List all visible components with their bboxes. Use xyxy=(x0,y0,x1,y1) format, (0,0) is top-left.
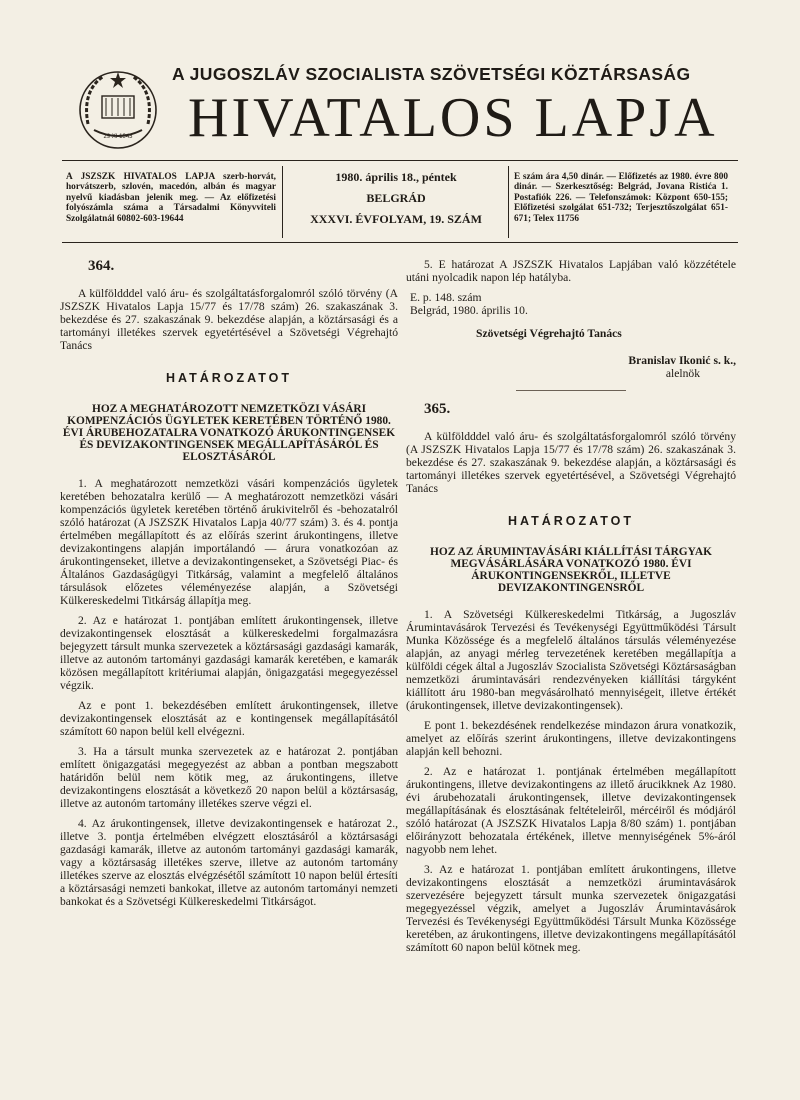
reference-number: E. p. 148. szám xyxy=(410,291,482,304)
issue-volume: XXXVI. ÉVFOLYAM, 19. SZÁM xyxy=(310,212,482,226)
info-divider-left xyxy=(282,166,283,238)
decision-364-paragraph: 4. Az árukontingensek, illetve devizakontingensek e határozat 2., illetve 3. pontja értelmében elvégzett elosztásáról a köztársasági gazdasági kamarák, illetve az autonóm tartományi gazdasági kamarák, vagy a köztársaság illetékes szerve, illetve az autonóm tartomány illetékes szerve az elosztás elvégzésétől számított 10 napon belül értesíti a köztársasági nemzeti bankokat, illetve az autonóm tartományi nemzeti bankokat és a Szövetségi Külkereskedelmi Titkárságot. xyxy=(60,817,398,908)
signer-name: Branislav Ikonić s. k., xyxy=(628,354,736,367)
decision-364-heading: HOZ A MEGHATÁROZOTT NEMZETKÖZI VÁSÁRI KOMPENZÁCIÓS ÜGYLETEK KERETÉBEN TÖRTÉNŐ 1980. ÉVI ÁRUBEHOZATALRA VONATKOZÓ ÁRUKONTINGENSEK ÉS DEVIZAKONTINGENSEK MEGÁLLAPÍTÁSÁRÓL ÉS ELOSZTÁSÁRÓL xyxy=(62,403,396,463)
decision-365-heading: HOZ AZ ÁRUMINTAVÁSÁRI KIÁLLÍTÁSI TÁRGYAK MEGVÁSÁRLÁSÁRA VONATKOZÓ 1980. ÉVI ÁRUKONTINGENSEKRŐL, ILLETVE DEVIZAKONTINGENSRŐL xyxy=(430,546,712,594)
emblem-date: 29 XI 1943 xyxy=(103,134,133,140)
info-divider-right xyxy=(508,166,509,238)
publication-title: HIVATALOS LAPJA xyxy=(188,87,718,149)
decision-364-paragraph: Az e pont 1. bekezdésében említett árukontingensek, illetve devizakontingensek elosztását az e kontingensek megállapításától számított 60 napon belül kell elvégezni. xyxy=(60,699,398,738)
decision-364-paragraph: 1. A meghatározott nemzetközi vásári kompenzációs ügyletek keretében behozatalra kerülő — A meghatározott nemzetközi vásári kompenzációs ügyletek keretében történő árukivitelről és -behozatalról szóló határozat (A JSZSZK Hivatalos Lapja 40/77 szám) 3. és 4. pontja értelmében megállapított és az előírás szerint árukontingens, illetve devizakontingens alapján importálandó — árura vonatkozóan az árukontingenseket, illetve a devizakontingenseket, a Szövetségi Piac- és Általános Gazdaságügyi Titkárság, valamint a megfelelő általános társulások előzetes véleményezése alapján, a Szövetségi Külkereskedelmi Titkárság állapítja meg. xyxy=(60,477,398,607)
decision-number-364: 364. xyxy=(88,258,115,274)
decision-365-label: HATÁROZATOT xyxy=(507,514,635,528)
left-column xyxy=(60,258,398,915)
masthead-top-rule xyxy=(62,160,738,161)
decision-364-paragraph: 2. Az e határozat 1. pontjában említett árukontingensek, illetve devizakontingensek elosztását a külkereskedelmi forgalmazásra bejegyzett társult munka szervezetek a köztársasági gazdasági kamarák, illetve az autonóm tartományi gazdasági kamarák keretében, e kamarák közösen megállapított kritériumai alapján, önigazgatási megegyezéssel végzik. xyxy=(60,614,398,692)
issue-city: BELGRÁD xyxy=(366,191,426,205)
section-separator xyxy=(516,390,626,391)
council-name: Szövetségi Végrehajtó Tanács xyxy=(476,327,622,340)
place-date: Belgrád, 1980. április 10. xyxy=(410,304,528,317)
info-languages: A JSZSZK HIVATALOS LAPJA szerb-horvát, horvátszerb, szlovén, macedón, albán és magyar nyelvű kiadásban jelenik meg. — Az előfizetési folyószámla száma a Társadalmi Könyvviteli Szolgálatnál 60802-603-19644 xyxy=(66,172,276,224)
decision-365-paragraph: 3. Az e határozat 1. pontjában említett árukontingens, illetve devizakontingens elosztását a nemzetközi árumintavásárok szervezésére bejegyzett társult munka szervezetek önigazgatási megegyezéssel végzik, amelyet a Jugoszláv Árumintavásárok Tervezési és Tevékenységi Együttműködési Társult Munka Közössége keretében, az árukontingens, illetve devizakontingens megállapításától számított 60 napon belül kötnek meg. xyxy=(406,863,736,954)
decision-365-paragraph: 2. Az e határozat 1. pontjának értelmében megállapított árukontingens, illetve devizakontingens az illető árucikknek Az 1980. évi árubehozatali árukontingensek, illetve devizakontingensek megállapításának és elosztásának feltételeiről, mércéiről és módjáról szóló határozat (A JSZSZK Hivatalos Lapja 8/80 szám) 1. pontjában előirányzott behozatala értékének, illetve mennyiségének 5%-áról nagyobb nem lehet. xyxy=(406,765,736,856)
decision-365-paragraph: 1. A Szövetségi Külkereskedelmi Titkárság, a Jugoszláv Árumintavásárok Tervezési és Tevékenységi Együttműködési Társult Munka Közössége és a megfelelő általános társulás véleményezése alapján, az anyagi mérleg tervezetének keretében megállapítja a külföldi cégek által a Jugoszláv Szocialista Szövetségi Köztársaságban nemzetközi árumintavásári rendezvényeken kiállítási tárgyként kiállított áru 1980-ban megvásárolható mennyiségeit, illetve értékét (árukontingensek, illetve devizakontingensek). xyxy=(406,608,736,712)
issue-date: 1980. április 18., péntek xyxy=(335,170,457,184)
decision-365-intro: A külföldddel való áru- és szolgáltatásforgalomról szóló törvény (A JSZSZK Hivatalos Lapja 15/77 és 17/78 szám) 26. szakaszának 3. bekezdése és 27. szakaszának 9. bekezdése alapján, a köztársasági és tartományi illetékes szervek egyetértésével, a Szövetségi Végrehajtó Tanács xyxy=(406,430,736,495)
decision-364-effective: 5. E határozat A JSZSZK Hivatalos Lapjában való közzététele utáni nyolcadik napon lép hatályba. xyxy=(406,258,736,284)
decision-number-365: 365. xyxy=(424,401,451,417)
info-subscription: E szám ára 4,50 dinár. — Előfizetés az 1980. évre 800 dinár. — Szerkesztőség: Belgrád, Jovana Ristića 1. Postafiók 226. — Telefonszámok: Központ 650-155; Előfizetési szolgálat 651-732; Terjesztőszolgálat 651-671; Telex 11756 xyxy=(514,172,728,224)
signer-role: alelnök xyxy=(665,367,700,380)
right-column xyxy=(406,258,736,961)
masthead-bottom-rule xyxy=(62,242,738,243)
decision-365-paragraph: E pont 1. bekezdésének rendelkezése mindazon árura vonatkozik, amelyet az előírás szerint árukontingens, illetve devizakontingens alapján kell behozni. xyxy=(406,719,736,758)
state-emblem-icon xyxy=(74,64,162,156)
decision-364-intro: A külföldddel való áru- és szolgáltatásforgalomról szóló törvény (A JSZSZK Hivatalos Lapja 15/77 és 17/78 szám) 26. szakaszának 3. bekezdése és 27. szakaszának 9. bekezdése alapján, a köztársasági és a tartományi illetékes szervek egyetértésével a Szövetségi Végrehajtó Tanács xyxy=(60,287,398,352)
decision-364-paragraph: 3. Ha a társult munka szervezetek az e határozat 2. pontjában említett önigazgatási megegyezést az abban a pontban megszabott határidőn belül nem kötik meg, az árukontingens, illetve devizakontingens elosztását a következő 20 napon belül a köztársaság, illetve az autonóm tartomány illetékes szerve végzi el. xyxy=(60,745,398,810)
republic-title: A JUGOSZLÁV SZOCIALISTA SZÖVETSÉGI KÖZTÁRSASÁG xyxy=(172,64,691,84)
decision-364-label: HATÁROZATOT xyxy=(165,371,293,385)
issue-info xyxy=(290,170,502,233)
